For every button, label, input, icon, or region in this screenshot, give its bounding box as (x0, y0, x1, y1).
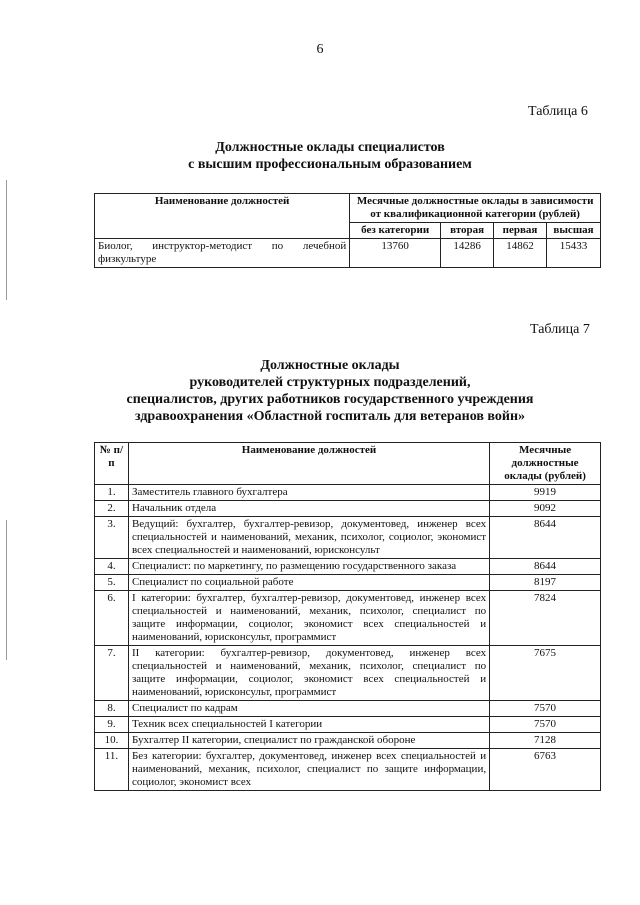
table7-label: Таблица 7 (530, 322, 590, 337)
table6-row-value: 13760 (350, 239, 441, 268)
table-row (95, 517, 601, 559)
table7-title-line1: Должностные оклады (260, 358, 400, 373)
row-number: 4. (95, 559, 129, 575)
table6-row-value: 14862 (494, 239, 547, 268)
table-row (95, 485, 601, 501)
table6-subheader: без категории (350, 223, 441, 239)
row-position: Без категории: бухгалтер, документовед, инженер всех специальностей и наименований, механик, психолог, специалист по защите информации, социолог, экономист всех (128, 749, 489, 791)
row-number: 10. (95, 733, 129, 749)
table-row (95, 733, 601, 749)
table6-subheader: первая (494, 223, 547, 239)
table6 (94, 193, 601, 268)
table7-header-salary: Месячные должностные оклады (рублей) (490, 443, 601, 485)
row-salary: 7128 (490, 733, 601, 749)
row-position: I категории: бухгалтер, бухгалтер-ревизор, документовед, инженер всех специальностей и наименований, механик, психолог, специалист по защите информации, социолог, экономист всех специальностей и наименований, юрисконсульт, программист (128, 591, 489, 646)
row-number: 6. (95, 591, 129, 646)
table6-row-value: 15433 (546, 239, 600, 268)
table7-header-num: № п/п (95, 443, 129, 485)
scan-margin-mark (6, 180, 7, 300)
table7-title-line4: здравоохранения «Областной госпиталь для ветеранов войн» (134, 409, 526, 424)
table6-subheader: вторая (441, 223, 494, 239)
row-salary: 7675 (490, 646, 601, 701)
row-position: Специалист: по маркетингу, по размещению государственного заказа (128, 559, 489, 575)
table6-label: Таблица 6 (528, 104, 588, 119)
row-position: Ведущий: бухгалтер, бухгалтер-ревизор, документовед, инженер всех специальностей и наименований, механик, психолог, социолог, экономист всех специальностей и наименований, юрисконсульт (128, 517, 489, 559)
row-position: II категории: бухгалтер-ревизор, документовед, инженер всех специальностей и наименований, механик, психолог, специалист по защите информации, социолог, экономист всех специальностей и наименований, юрисконсульт, программист (128, 646, 489, 701)
row-position: Специалист по социальной работе (128, 575, 489, 591)
table7-header-name: Наименование должностей (128, 443, 489, 485)
row-position: Техник всех специальностей I категории (128, 717, 489, 733)
table6-subheader: высшая (546, 223, 600, 239)
row-salary: 9092 (490, 501, 601, 517)
row-salary: 6763 (490, 749, 601, 791)
table7-title-line2: руководителей структурных подразделений, (189, 375, 471, 390)
row-number: 2. (95, 501, 129, 517)
table6-title-line2: с высшим профессиональным образованием (188, 157, 472, 172)
row-salary: 8197 (490, 575, 601, 591)
table6-title-line1: Должностные оклады специалистов (215, 140, 445, 155)
table6-header-salary: Месячные должностные оклады в зависимости от квалификационной категории (рублей) (350, 194, 601, 223)
row-position: Начальник отдела (128, 501, 489, 517)
page-number: 6 (316, 42, 324, 57)
table-row (95, 239, 601, 268)
table-row (95, 501, 601, 517)
table6-header-name: Наименование должностей (95, 194, 350, 239)
row-salary: 8644 (490, 559, 601, 575)
table7 (94, 442, 601, 791)
row-number: 8. (95, 701, 129, 717)
table6-row-name: Биолог, инструктор-методист по лечебной физкультуре (95, 239, 350, 268)
table-row (95, 717, 601, 733)
row-position: Заместитель главного бухгалтера (128, 485, 489, 501)
row-position: Бухгалтер II категории, специалист по гражданской обороне (128, 733, 489, 749)
table-row (95, 591, 601, 646)
table-row (95, 749, 601, 791)
row-salary: 7570 (490, 717, 601, 733)
row-number: 7. (95, 646, 129, 701)
table-row (95, 646, 601, 701)
row-salary: 8644 (490, 517, 601, 559)
row-salary: 7824 (490, 591, 601, 646)
table-row (95, 559, 601, 575)
row-number: 9. (95, 717, 129, 733)
scan-margin-mark (6, 520, 7, 660)
table6-row-value: 14286 (441, 239, 494, 268)
row-salary: 9919 (490, 485, 601, 501)
row-position: Специалист по кадрам (128, 701, 489, 717)
row-number: 11. (95, 749, 129, 791)
table-row (95, 575, 601, 591)
row-number: 3. (95, 517, 129, 559)
row-number: 5. (95, 575, 129, 591)
table-row (95, 701, 601, 717)
table7-title-line3: специалистов, других работников государственного учреждения (126, 392, 534, 407)
row-number: 1. (95, 485, 129, 501)
row-salary: 7570 (490, 701, 601, 717)
